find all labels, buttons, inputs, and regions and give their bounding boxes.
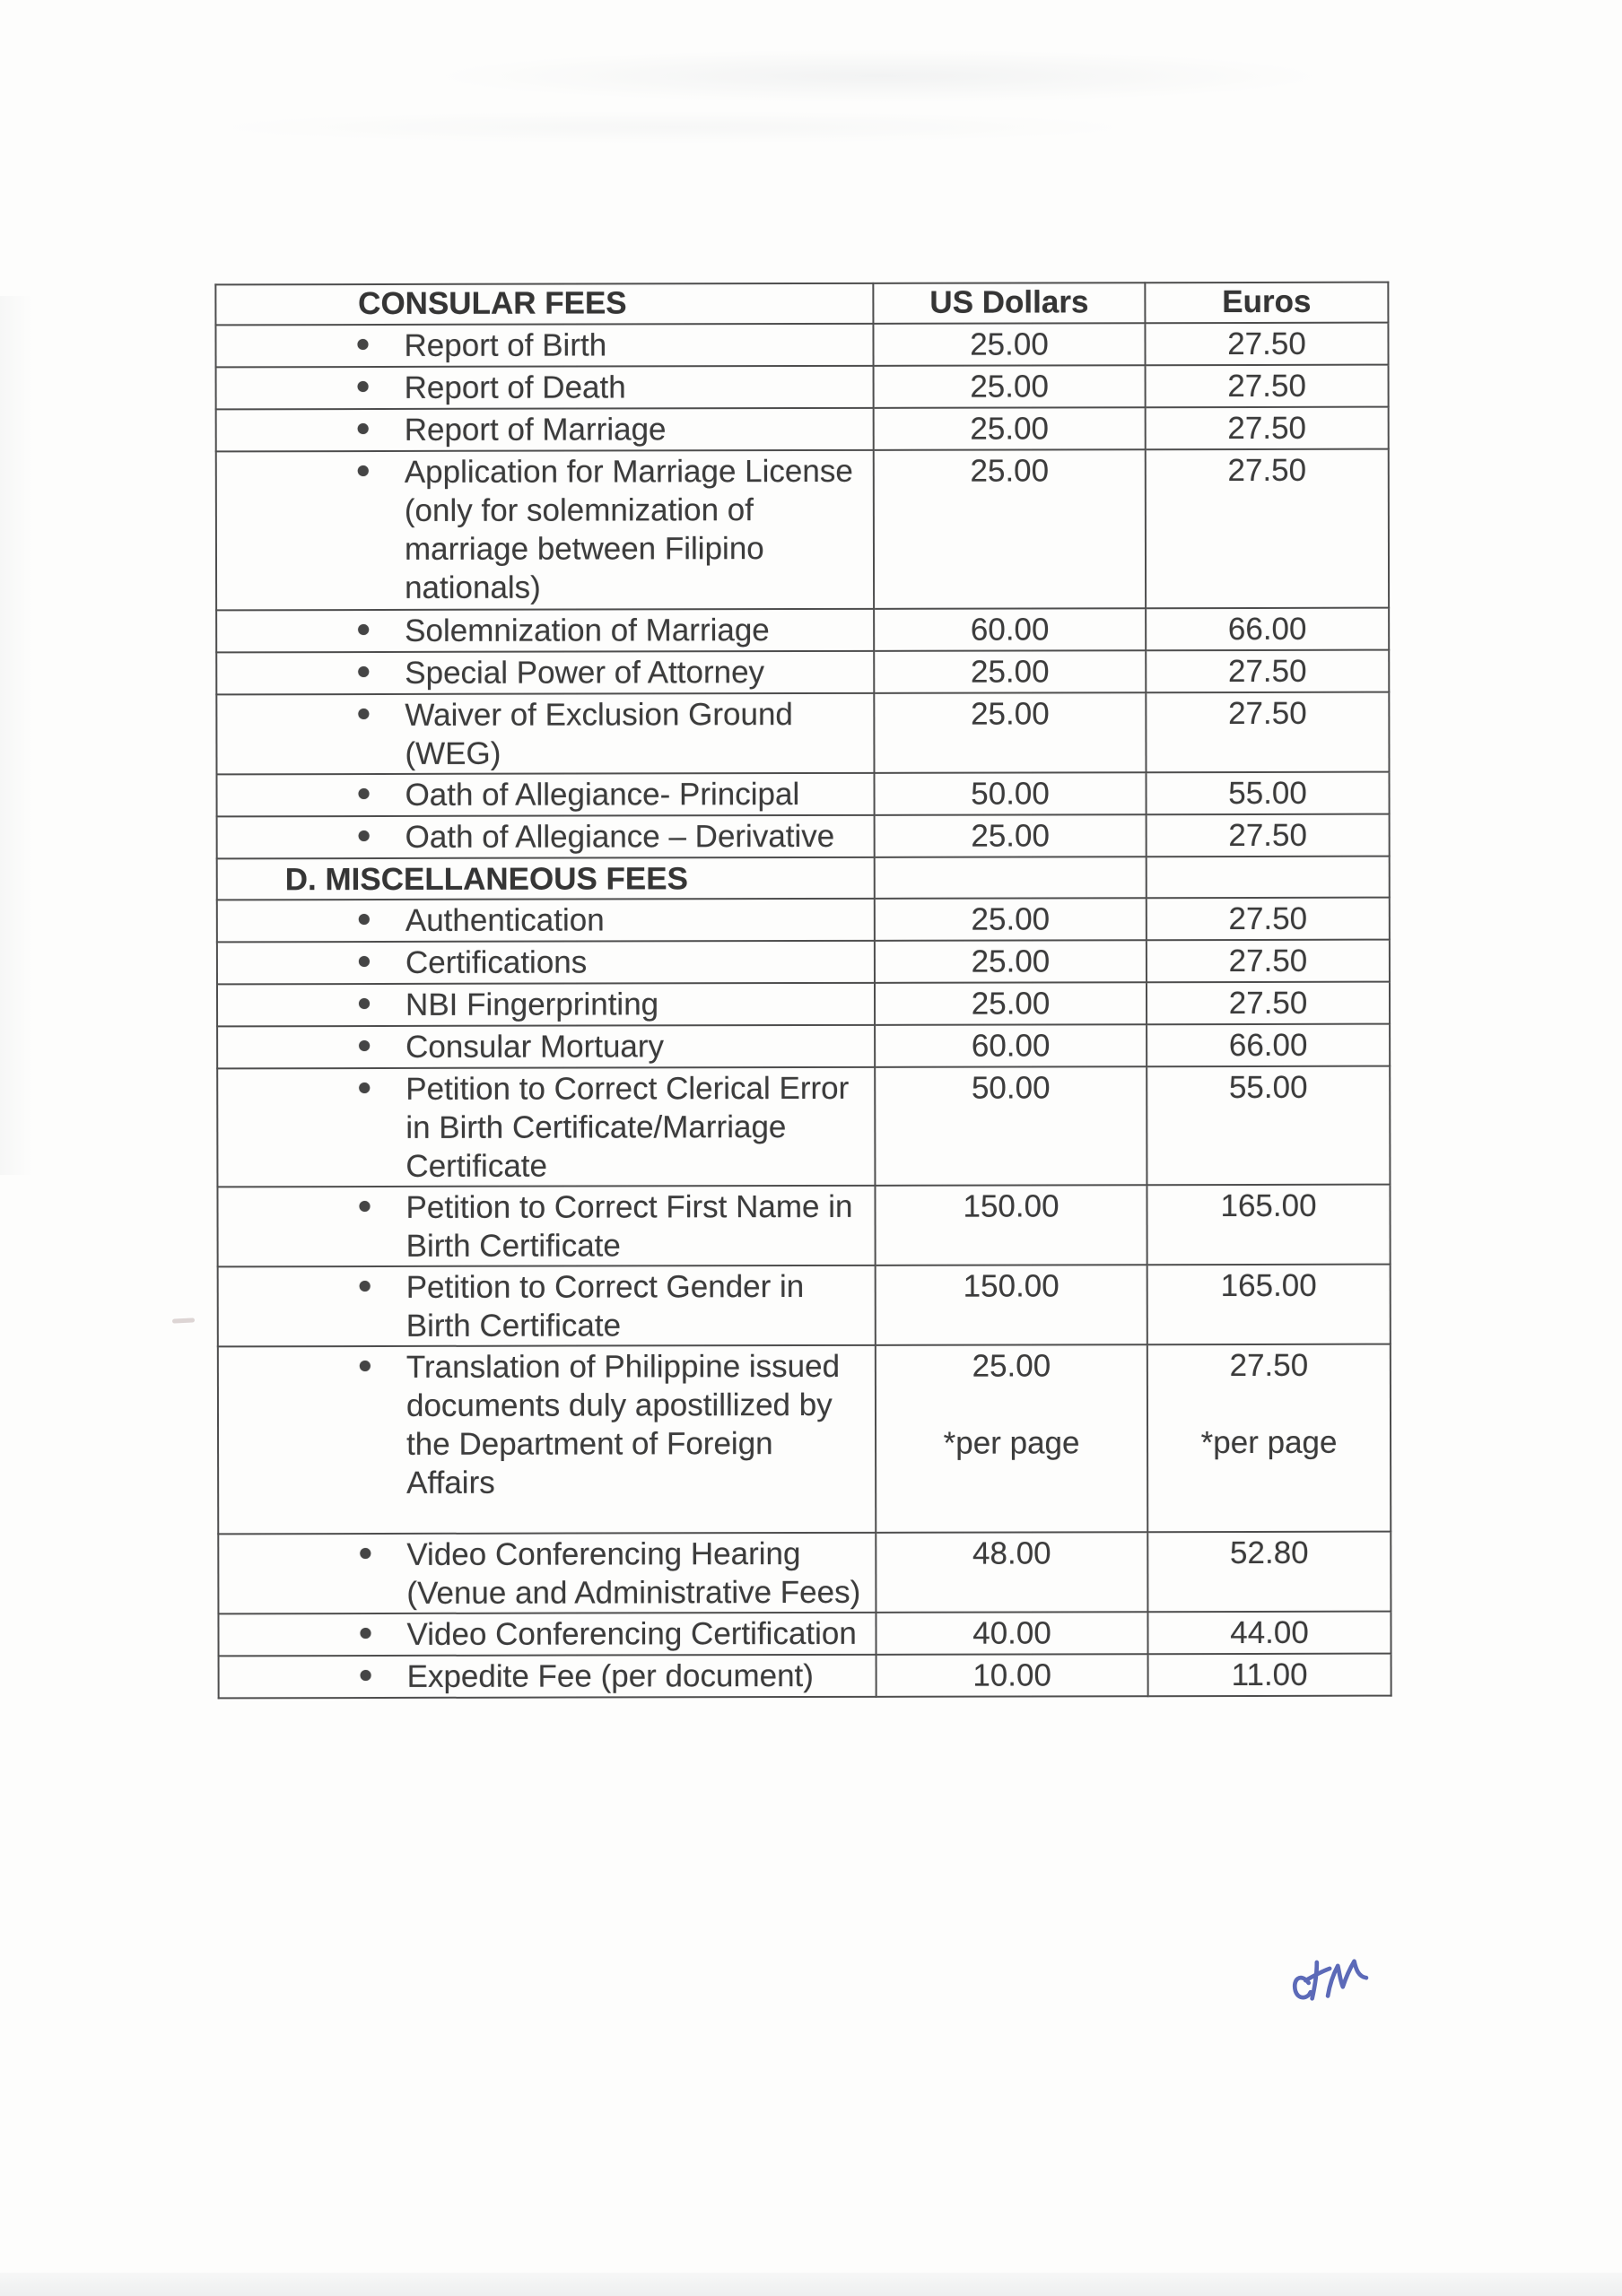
eur-value-cell <box>1147 1066 1390 1186</box>
usd-value: 25.00 <box>971 901 1051 937</box>
fee-item-cell <box>219 1655 876 1699</box>
bullet-icon <box>357 339 368 350</box>
usd-value-cell <box>874 692 1146 773</box>
table-row <box>216 407 1389 452</box>
usd-value: 60.00 <box>971 1028 1051 1064</box>
bullet-icon <box>359 1040 370 1051</box>
bullet-icon <box>358 709 369 719</box>
usd-note <box>876 858 1146 860</box>
eur-value-cell <box>1147 1344 1391 1533</box>
usd-value: 50.00 <box>971 1070 1051 1106</box>
header-us-dollars: US Dollars <box>873 283 1145 324</box>
eur-value: 66.00 <box>1228 1027 1308 1064</box>
bullet-icon <box>359 1201 370 1212</box>
eur-value-cell <box>1147 857 1390 899</box>
eur-value-cell <box>1147 1265 1391 1345</box>
usd-value-cell <box>876 1654 1148 1697</box>
bullet-icon <box>359 831 370 841</box>
usd-value-cell <box>875 1024 1147 1067</box>
eur-value: 27.50 <box>1229 1347 1309 1384</box>
table-row <box>218 1532 1391 1614</box>
eur-value-cell <box>1147 982 1390 1025</box>
eur-value: 55.00 <box>1228 775 1307 812</box>
table-row <box>218 1612 1391 1657</box>
fee-item-cell <box>215 324 873 368</box>
eur-value-cell <box>1146 608 1389 651</box>
usd-value-cell <box>874 449 1146 609</box>
usd-value: 60.00 <box>970 612 1050 648</box>
scan-artifact <box>431 49 1328 103</box>
bullet-icon <box>359 1083 370 1093</box>
fee-item-label: Expedite Fee (per document) <box>406 1657 814 1694</box>
eur-value-cell <box>1147 898 1390 941</box>
usd-value-cell <box>875 940 1147 983</box>
usd-value-cell <box>876 1344 1147 1533</box>
fee-item-label: Waiver of Exclusion Ground (WEG) <box>405 697 793 771</box>
fee-item-cell <box>218 1613 876 1657</box>
table-row <box>216 772 1389 817</box>
bullet-icon <box>358 624 369 635</box>
eur-value: 27.50 <box>1227 326 1306 362</box>
eur-value-cell <box>1146 692 1389 773</box>
usd-value: 25.00 <box>970 654 1050 690</box>
eur-value-cell <box>1146 365 1389 408</box>
fee-item-label: Application for Marriage License (only for solemnization of marriage between Filipino nationals) <box>404 453 853 605</box>
fee-item-label: Report of Death <box>404 370 626 405</box>
fee-item-label: Petition to Correct Clerical Error in Birth Certificate/Marriage Certificate <box>406 1070 850 1184</box>
fee-item-cell <box>216 609 874 653</box>
eur-value: 27.50 <box>1227 410 1307 447</box>
fee-item-label: Translation of Philippine issued documents duly apostillized by the Department of Foreign Affairs <box>406 1348 841 1500</box>
table-row <box>219 1654 1391 1699</box>
fee-item-label: Petition to Correct Gender in Birth Certificate <box>406 1268 805 1344</box>
table-row <box>217 898 1390 943</box>
eur-value: 27.50 <box>1228 695 1307 732</box>
bullet-icon <box>360 1281 371 1292</box>
eur-value: 165.00 <box>1220 1267 1317 1304</box>
table-row <box>218 1265 1391 1347</box>
eur-value: 27.50 <box>1228 817 1307 854</box>
fee-item-label: Consular Mortuary <box>406 1029 665 1065</box>
fee-item-cell <box>217 815 875 859</box>
table-row <box>217 982 1390 1027</box>
usd-value-cell <box>876 1532 1147 1613</box>
bullet-icon <box>360 1548 371 1559</box>
eur-value-cell <box>1147 1612 1391 1655</box>
fee-item-label: Special Power of Attorney <box>405 655 765 691</box>
bullet-icon <box>359 914 370 925</box>
usd-value-cell <box>876 1265 1147 1345</box>
eur-value: 11.00 <box>1231 1657 1308 1693</box>
fee-item-cell <box>218 1533 876 1614</box>
eur-value-cell <box>1147 814 1390 857</box>
fee-item-label: Authentication <box>405 902 605 938</box>
fee-item-cell <box>218 1265 876 1347</box>
eur-value: 44.00 <box>1230 1614 1309 1651</box>
table-row <box>217 1066 1390 1187</box>
fee-item-cell <box>216 450 874 611</box>
fee-item-label: Video Conferencing Hearing (Venue and Administrative Fees) <box>406 1536 861 1611</box>
usd-value-cell <box>875 814 1147 857</box>
usd-value: 25.00 <box>970 411 1050 447</box>
eur-value: 27.50 <box>1228 900 1308 937</box>
usd-value: 25.00 <box>971 944 1051 979</box>
fee-item-cell <box>217 941 875 985</box>
eur-value: 66.00 <box>1227 611 1307 648</box>
eur-value-cell <box>1147 1024 1390 1067</box>
fee-item-cell <box>218 1345 876 1535</box>
eur-value-cell <box>1147 940 1390 983</box>
eur-value-cell <box>1146 650 1389 693</box>
eur-value-cell <box>1146 449 1389 609</box>
usd-value: 40.00 <box>972 1615 1051 1651</box>
usd-value: 10.00 <box>972 1657 1051 1693</box>
usd-value-cell <box>875 982 1147 1025</box>
bullet-icon <box>360 1628 371 1639</box>
usd-value-cell <box>874 608 1146 651</box>
eur-value-cell <box>1148 1654 1391 1697</box>
usd-value: 25.00 <box>970 453 1050 489</box>
usd-value-cell <box>873 323 1145 366</box>
eur-value: 165.00 <box>1220 1187 1317 1224</box>
eur-value: 27.50 <box>1227 452 1307 489</box>
usd-value: 50.00 <box>971 776 1050 812</box>
bullet-icon <box>358 465 369 476</box>
eur-value: 52.80 <box>1229 1535 1309 1571</box>
section-header-row <box>217 857 1390 900</box>
usd-value: 25.00 <box>971 818 1050 854</box>
fee-item-label: Video Conferencing Certification <box>406 1615 857 1652</box>
usd-value-cell <box>874 772 1146 815</box>
usd-value-cell <box>874 365 1146 408</box>
scan-artifact <box>0 296 32 1175</box>
table-row <box>216 449 1389 611</box>
eur-value: 55.00 <box>1228 1069 1308 1106</box>
fee-item-cell <box>216 693 874 775</box>
usd-value: 25.00 <box>972 1348 1051 1384</box>
eur-note <box>1147 858 1389 860</box>
bullet-icon <box>358 666 369 677</box>
fee-item-cell <box>216 366 874 410</box>
eur-note: *per page <box>1200 1424 1338 1461</box>
bullet-icon <box>358 423 369 434</box>
fee-item-label: Oath of Allegiance- Principal <box>405 777 800 813</box>
eur-value-cell <box>1145 323 1388 366</box>
fee-item-cell <box>217 1186 875 1267</box>
table-row <box>218 1344 1391 1535</box>
fee-item-cell <box>216 773 874 817</box>
table-row <box>216 692 1389 775</box>
header-consular-fees: CONSULAR FEES <box>215 283 873 326</box>
table-row <box>216 365 1389 410</box>
bullet-icon <box>360 1361 371 1371</box>
usd-value: 150.00 <box>963 1188 1060 1224</box>
eur-value-cell <box>1147 1185 1390 1265</box>
usd-value-cell <box>875 1185 1147 1265</box>
table-row <box>215 323 1388 368</box>
usd-value: 25.00 <box>970 369 1049 404</box>
eur-value: 27.50 <box>1228 985 1308 1022</box>
fee-item-label: Report of Birth <box>404 327 607 363</box>
bullet-icon <box>359 998 370 1009</box>
bullet-icon <box>359 956 370 967</box>
fee-item-cell <box>217 1025 875 1069</box>
table-header-row <box>215 283 1388 326</box>
scan-artifact <box>0 2273 1622 2296</box>
table-row <box>216 608 1389 653</box>
fees-table-body <box>215 323 1391 1699</box>
table-row <box>217 940 1390 985</box>
usd-value-cell <box>875 1066 1147 1186</box>
bullet-icon <box>361 1670 371 1681</box>
eur-value: 27.50 <box>1228 943 1308 979</box>
usd-note: *per page <box>943 1425 1080 1461</box>
eur-value: 27.50 <box>1227 368 1306 404</box>
usd-value-cell <box>874 650 1146 693</box>
usd-value: 25.00 <box>971 986 1051 1022</box>
fee-item-label: Report of Marriage <box>404 412 667 448</box>
fee-item-cell <box>217 1067 875 1187</box>
table-row <box>217 814 1390 859</box>
usd-value: 48.00 <box>972 1535 1051 1571</box>
usd-value: 150.00 <box>963 1268 1060 1304</box>
fee-item-label: NBI Fingerprinting <box>405 987 659 1022</box>
usd-value: 25.00 <box>970 326 1049 362</box>
fee-item-label: Oath of Allegiance – Derivative <box>405 818 835 855</box>
scan-artifact <box>233 112 1112 143</box>
usd-value: 25.00 <box>971 696 1050 732</box>
eur-value-cell <box>1146 772 1389 815</box>
eur-value: 27.50 <box>1227 653 1307 690</box>
fee-item-cell <box>217 983 875 1027</box>
usd-value-cell <box>875 898 1147 941</box>
fee-item-label: Solemnization of Marriage <box>405 613 770 648</box>
eur-value-cell <box>1146 407 1389 450</box>
fee-item-cell <box>216 408 874 452</box>
handwritten-initials-icon <box>1285 1944 1385 2022</box>
table-row <box>217 1185 1390 1267</box>
fee-item-label: Certifications <box>405 944 588 980</box>
consular-fees-table <box>214 282 1391 1700</box>
usd-value-cell <box>875 857 1147 899</box>
usd-value-cell <box>876 1612 1147 1655</box>
table-row <box>217 1024 1390 1069</box>
fee-item-label: Petition to Correct First Name in Birth Certificate <box>406 1188 853 1264</box>
header-euros: Euros <box>1145 283 1388 324</box>
fee-item-cell <box>216 651 874 695</box>
usd-value-cell <box>874 407 1146 450</box>
fee-item-cell <box>217 857 875 900</box>
fee-item-label: D. MISCELLANEOUS FEES <box>284 861 688 898</box>
table-row <box>216 650 1389 695</box>
eur-value-cell <box>1147 1532 1391 1613</box>
fee-item-cell <box>217 899 875 943</box>
stray-pencil-mark <box>172 1318 195 1323</box>
bullet-icon <box>358 381 369 392</box>
bullet-icon <box>359 788 370 799</box>
